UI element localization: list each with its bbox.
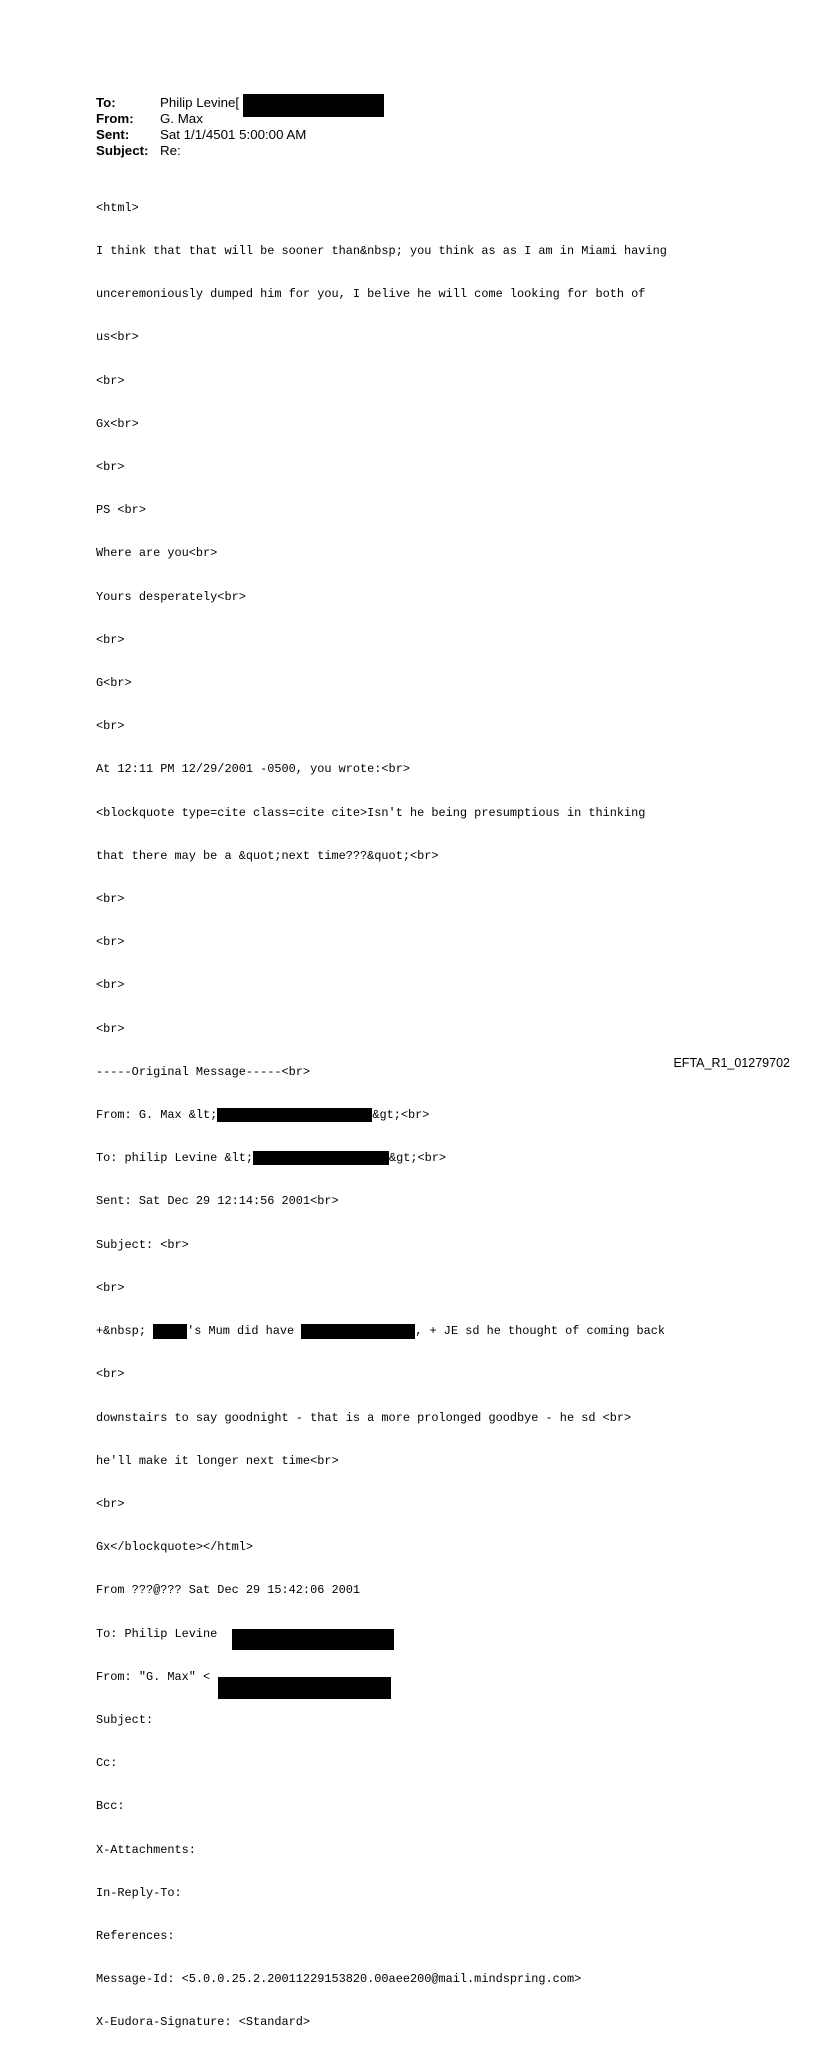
body-text: To: Philip Levine bbox=[96, 1626, 225, 1641]
body-line: <br> bbox=[96, 978, 125, 993]
body-line: -----Original Message-----<br> bbox=[96, 1064, 311, 1079]
redaction-bar bbox=[217, 1108, 372, 1122]
to-row bbox=[96, 95, 306, 111]
body-line: <br> bbox=[96, 1367, 125, 1382]
from-label: From: bbox=[96, 111, 134, 126]
body-line: <br> bbox=[96, 1496, 125, 1511]
to-name: Philip Levine[ bbox=[160, 95, 240, 110]
body-line: X-Attachments: bbox=[96, 1842, 196, 1857]
body-line: X-Eudora-Signature: <Standard> bbox=[96, 2015, 311, 2030]
body-line: <br> bbox=[96, 935, 125, 950]
body-line: downstairs to say goodnight - that is a more prolonged goodbye - he sd <br> bbox=[96, 1410, 632, 1425]
body-line: us<br> bbox=[96, 330, 139, 345]
body-line: <br> bbox=[96, 1280, 125, 1295]
body-text: +&nbsp; bbox=[96, 1324, 154, 1339]
body-line: <br> bbox=[96, 632, 125, 647]
body-line bbox=[96, 1151, 667, 1165]
to-label: To: bbox=[96, 95, 116, 110]
body-line: Bcc: bbox=[96, 1799, 125, 1814]
body-line: Gx</blockquote></html> bbox=[96, 1540, 253, 1555]
to-value bbox=[160, 95, 239, 111]
body-line: Message-Id: <5.0.0.25.2.20011229153820.00aee200@mail.mindspring.com> bbox=[96, 1972, 582, 1987]
subject-row bbox=[96, 143, 306, 159]
body-text: To: philip Levine &lt; bbox=[96, 1151, 253, 1166]
body-line: From ???@??? Sat Dec 29 15:42:06 2001 bbox=[96, 1583, 361, 1598]
body-line: unceremoniously dumped him for you, I belive he will come looking for both of bbox=[96, 287, 646, 302]
body-line: <blockquote type=cite class=cite cite>Isn't he being presumptious in thinking bbox=[96, 805, 646, 820]
sent-row bbox=[96, 127, 306, 143]
body-text: From: "G. Max" < bbox=[96, 1669, 211, 1684]
subject-label: Subject: bbox=[96, 143, 149, 158]
body-line: <br> bbox=[96, 373, 125, 388]
body-line: G<br> bbox=[96, 676, 132, 691]
body-line: <br> bbox=[96, 1021, 125, 1036]
redaction-bar bbox=[253, 1151, 389, 1165]
body-line: <br> bbox=[96, 892, 125, 907]
body-line bbox=[96, 1324, 667, 1338]
body-line: I think that that will be sooner than&nbsp; you think as as I am in Miami having bbox=[96, 244, 667, 259]
body-line bbox=[96, 1670, 667, 1684]
body-line: Sent: Sat Dec 29 12:14:56 2001<br> bbox=[96, 1194, 339, 1209]
body-line: Cc: bbox=[96, 1756, 118, 1771]
body-line: <br> bbox=[96, 719, 125, 734]
body-text: &gt;<br> bbox=[388, 1151, 447, 1166]
body-text: , + JE sd he thought of coming back bbox=[415, 1324, 666, 1339]
document-id: EFTA_R1_01279702 bbox=[673, 1056, 790, 1070]
body-line bbox=[96, 1627, 667, 1641]
sent-label: Sent: bbox=[96, 127, 130, 142]
body-line: <br> bbox=[96, 460, 125, 475]
body-line: Subject: bbox=[96, 1712, 154, 1727]
sent-value: Sat 1/1/4501 5:00:00 AM bbox=[160, 127, 307, 142]
body-line: Yours desperately<br> bbox=[96, 589, 246, 604]
body-line: Gx<br> bbox=[96, 416, 139, 431]
body-text: From: G. Max &lt; bbox=[96, 1108, 218, 1123]
email-header bbox=[96, 95, 306, 159]
body-line: Where are you<br> bbox=[96, 546, 218, 561]
body-line: PS <br> bbox=[96, 503, 146, 518]
from-value: G. Max bbox=[160, 111, 203, 126]
body-text: &gt;<br> bbox=[372, 1108, 430, 1123]
email-body bbox=[96, 172, 667, 2059]
body-line: At 12:11 PM 12/29/2001 -0500, you wrote:<br> bbox=[96, 762, 410, 777]
body-line: References: bbox=[96, 1928, 175, 1943]
body-text: 's Mum did have bbox=[187, 1324, 302, 1339]
body-line: that there may be a &quot;next time???&quot;<br> bbox=[96, 848, 439, 863]
redaction-bar bbox=[153, 1324, 187, 1339]
redaction-bar bbox=[218, 1677, 391, 1699]
redaction-bar bbox=[243, 94, 384, 117]
redaction-bar bbox=[301, 1324, 415, 1339]
body-line: Subject: <br> bbox=[96, 1237, 189, 1252]
body-line: <html> bbox=[96, 200, 139, 215]
body-line: he'll make it longer next time<br> bbox=[96, 1453, 339, 1468]
subject-value: Re: bbox=[160, 143, 181, 158]
body-line bbox=[96, 1108, 667, 1122]
redaction-bar bbox=[232, 1629, 394, 1650]
body-line: In-Reply-To: bbox=[96, 1885, 182, 1900]
